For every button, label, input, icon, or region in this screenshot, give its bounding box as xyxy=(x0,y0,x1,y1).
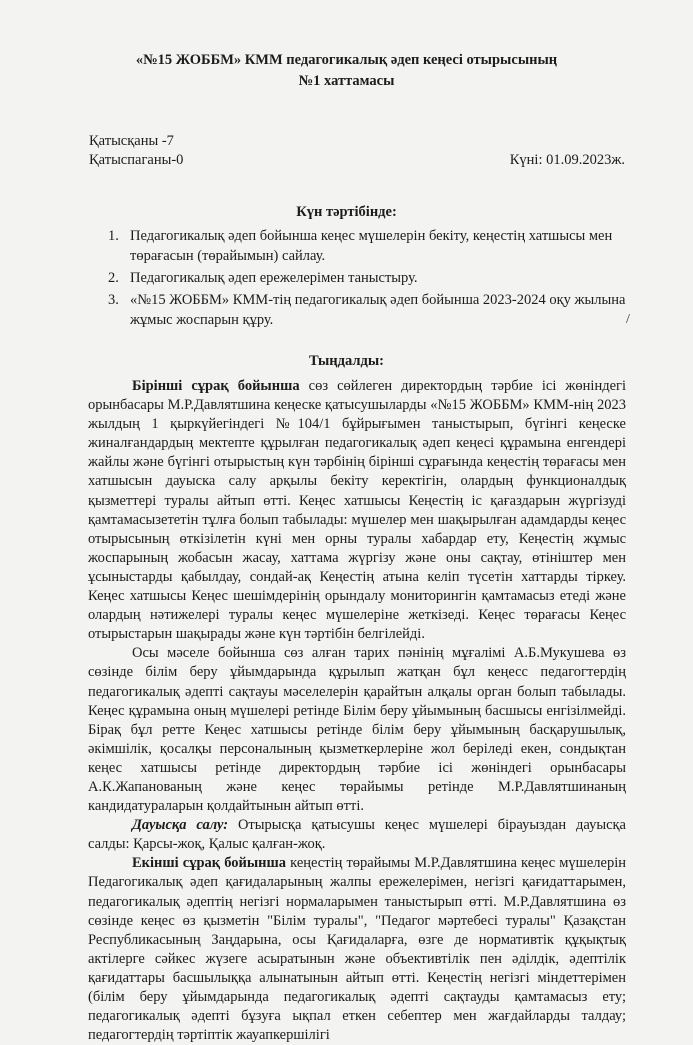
absent-count: Қатыспаганы-0 xyxy=(89,152,184,168)
agenda-item-number: 2. xyxy=(108,270,119,286)
agenda-item-text: Педагогикалық әдеп ережелерімен таныстыру. xyxy=(130,270,418,286)
document-title xyxy=(60,50,633,92)
title-line-2: №1 хаттамасы xyxy=(298,73,395,89)
protocol-body xyxy=(88,377,626,1045)
first-question-text: сөз сөйлеген директордың тәрбие ісі жөніндегі орынбасары М.Р.Давлятшина кеңеске қатысушыларды «№15 ЖОББМ» КММ-нің 2023 жылдың 1 қыркүйегіндегі №104/1 бұйрығымен таныстырып, бүгінгі кеңеске жиналғандардың мектепте құрылған педагогикалық әдеп кеңесі құрамына енгендері жайлы және бүгінгі отырыстың күн тәрбінің бірінші сұрағында кеңестің төрағасы мен хатшысын дауыска салу арқылы бекіту керектігін, олардың функционалдық қызметтері туралы айтып өтті. Кеңес хатшысы Кеңестің іс қағаздарын жүргізуді қамтамасызететін тұлға болып табылады: мүшелер мен шақырылған адамдарды кеңес отырысының өткізілетін күні мен орны туралы хабардар ету, Кеңестің жұмыс жоспарының жобасын жасау, хаттама жүргізу және оны сақтау, өтініштер мен ұсыныстарды қабылдау, сондай-ақ Кеңестің атына келіп түсетін хаттарды тіркеу. Кеңес хатшысы Кеңес шешімдерінің орындалу мониторингін қамтамасыз етеді және олардың нәтижелері туралы кеңес мүшелеріне жеткізеді. Кеңес төрағасы Кеңес отырыстарын шақырады және күн тәртібін белгілейді. xyxy=(88,378,626,643)
agenda-item xyxy=(108,290,626,330)
paragraph-mukusheva: Осы мәселе бойынша сөз алған тарих пәнінің мұғалімі А.Б.Мукушева өз сөзінде білім беру ұйымдарында құрылып жатқан бұл кеңесс педагогтердің педагогикалық әдепті сақтауы мәселелерін қарайтын алқалы орган болып табылады. Кеңес құрамына оның мүшелері ретінде Білім беру ұйымының басшысы енгізілмейді. Бірақ бұл ретте Кеңес хатшысы ретінде білім беру ұйымының басқарушылық, әкімшілік, қосалқы персоналының қызметкерлеріне жол беріледі екен, сондықтан кеңес хатшысы ретінде директордың тәрбие ісі жөніндегі орынбасары А.К.Жапанованың және кеңес төрайымы ретінде М.Р.Давлятшинаның кандидатураларын қолдайтынын айтып өтті. xyxy=(88,645,626,815)
second-question-lead: Екінші сұрақ бойынша xyxy=(132,855,287,872)
agenda-item xyxy=(108,226,626,266)
agenda-item xyxy=(108,268,626,288)
pen-mark: / xyxy=(626,312,630,327)
agenda-heading: Күн тәртібінде: xyxy=(296,204,397,220)
listened-heading: Тыңдалды: xyxy=(309,353,384,369)
agenda-item-text: «№15 ЖОББМ» КММ-тің педагогикалық әдеп бойынша 2023-2024 оқу жылына жұмыс жоспарын құру. xyxy=(130,292,626,328)
vote-lead: Дауысқа салу: xyxy=(132,817,229,834)
agenda-list xyxy=(108,226,626,332)
meeting-date: Күні: 01.09.2023ж. xyxy=(509,152,625,168)
first-question-lead: Бірінші сұрақ бойынша xyxy=(132,378,300,394)
attended-count: Қатысқаны -7 xyxy=(89,133,174,149)
paragraph-vote xyxy=(88,816,626,854)
agenda-item-number: 3. xyxy=(108,292,119,308)
agenda-item-number: 1. xyxy=(108,228,119,244)
vote-text: Отырысқа қатысушы кеңес мүшелері бірауыздан дауысқа салды: Қарсы-жоқ, Қалыс қалған-жоқ. xyxy=(88,817,626,853)
agenda-item-text: Педагогикалық әдеп бойынша кеңес мүшелерін бекіту, кеңестің хатшысы мен төрағасын (төрайымын) сайлау. xyxy=(130,228,613,264)
paragraph-second-question xyxy=(88,854,626,1045)
paragraph-first-question xyxy=(88,377,626,644)
title-line-1: «№15 ЖОББМ» КММ педагогикалық әдеп кеңесі отырысының xyxy=(135,52,558,68)
second-question-text: кеңестің төрайымы М.Р.Давлятшина кеңес мүшелерін Педагогикалық әдеп қағидаларының жалпы ережелерімен, негізгі қағидаттарымен, педагогикалық әдептің негізгі нормаларымен таныстырып өтті. М.Р.Давлятшина өз сөзінде кеңес өз қызметін "Білім туралы", "Педагог мәртебесі туралы" Қазақстан Республикасының Заңдарына, осы Қағидаларға, өзге де нормативтік құқықтық актілерге сәйкес жүзеге асыратынын және объективтілік пен әділдік, әдептілік қағидаттары басшылыққа алынатынын айтып өтті. Кеңестің негізгі міндеттерімен (білім беру ұйымдарында педагогикалық әдепті сақтауды қамтамасыз ету; педагогикалық әдепті бұзуға ықпал еткен себептер мен жағдайларды талдау; педагогтердің тәртіптік жауапкершілігі xyxy=(88,855,626,1044)
